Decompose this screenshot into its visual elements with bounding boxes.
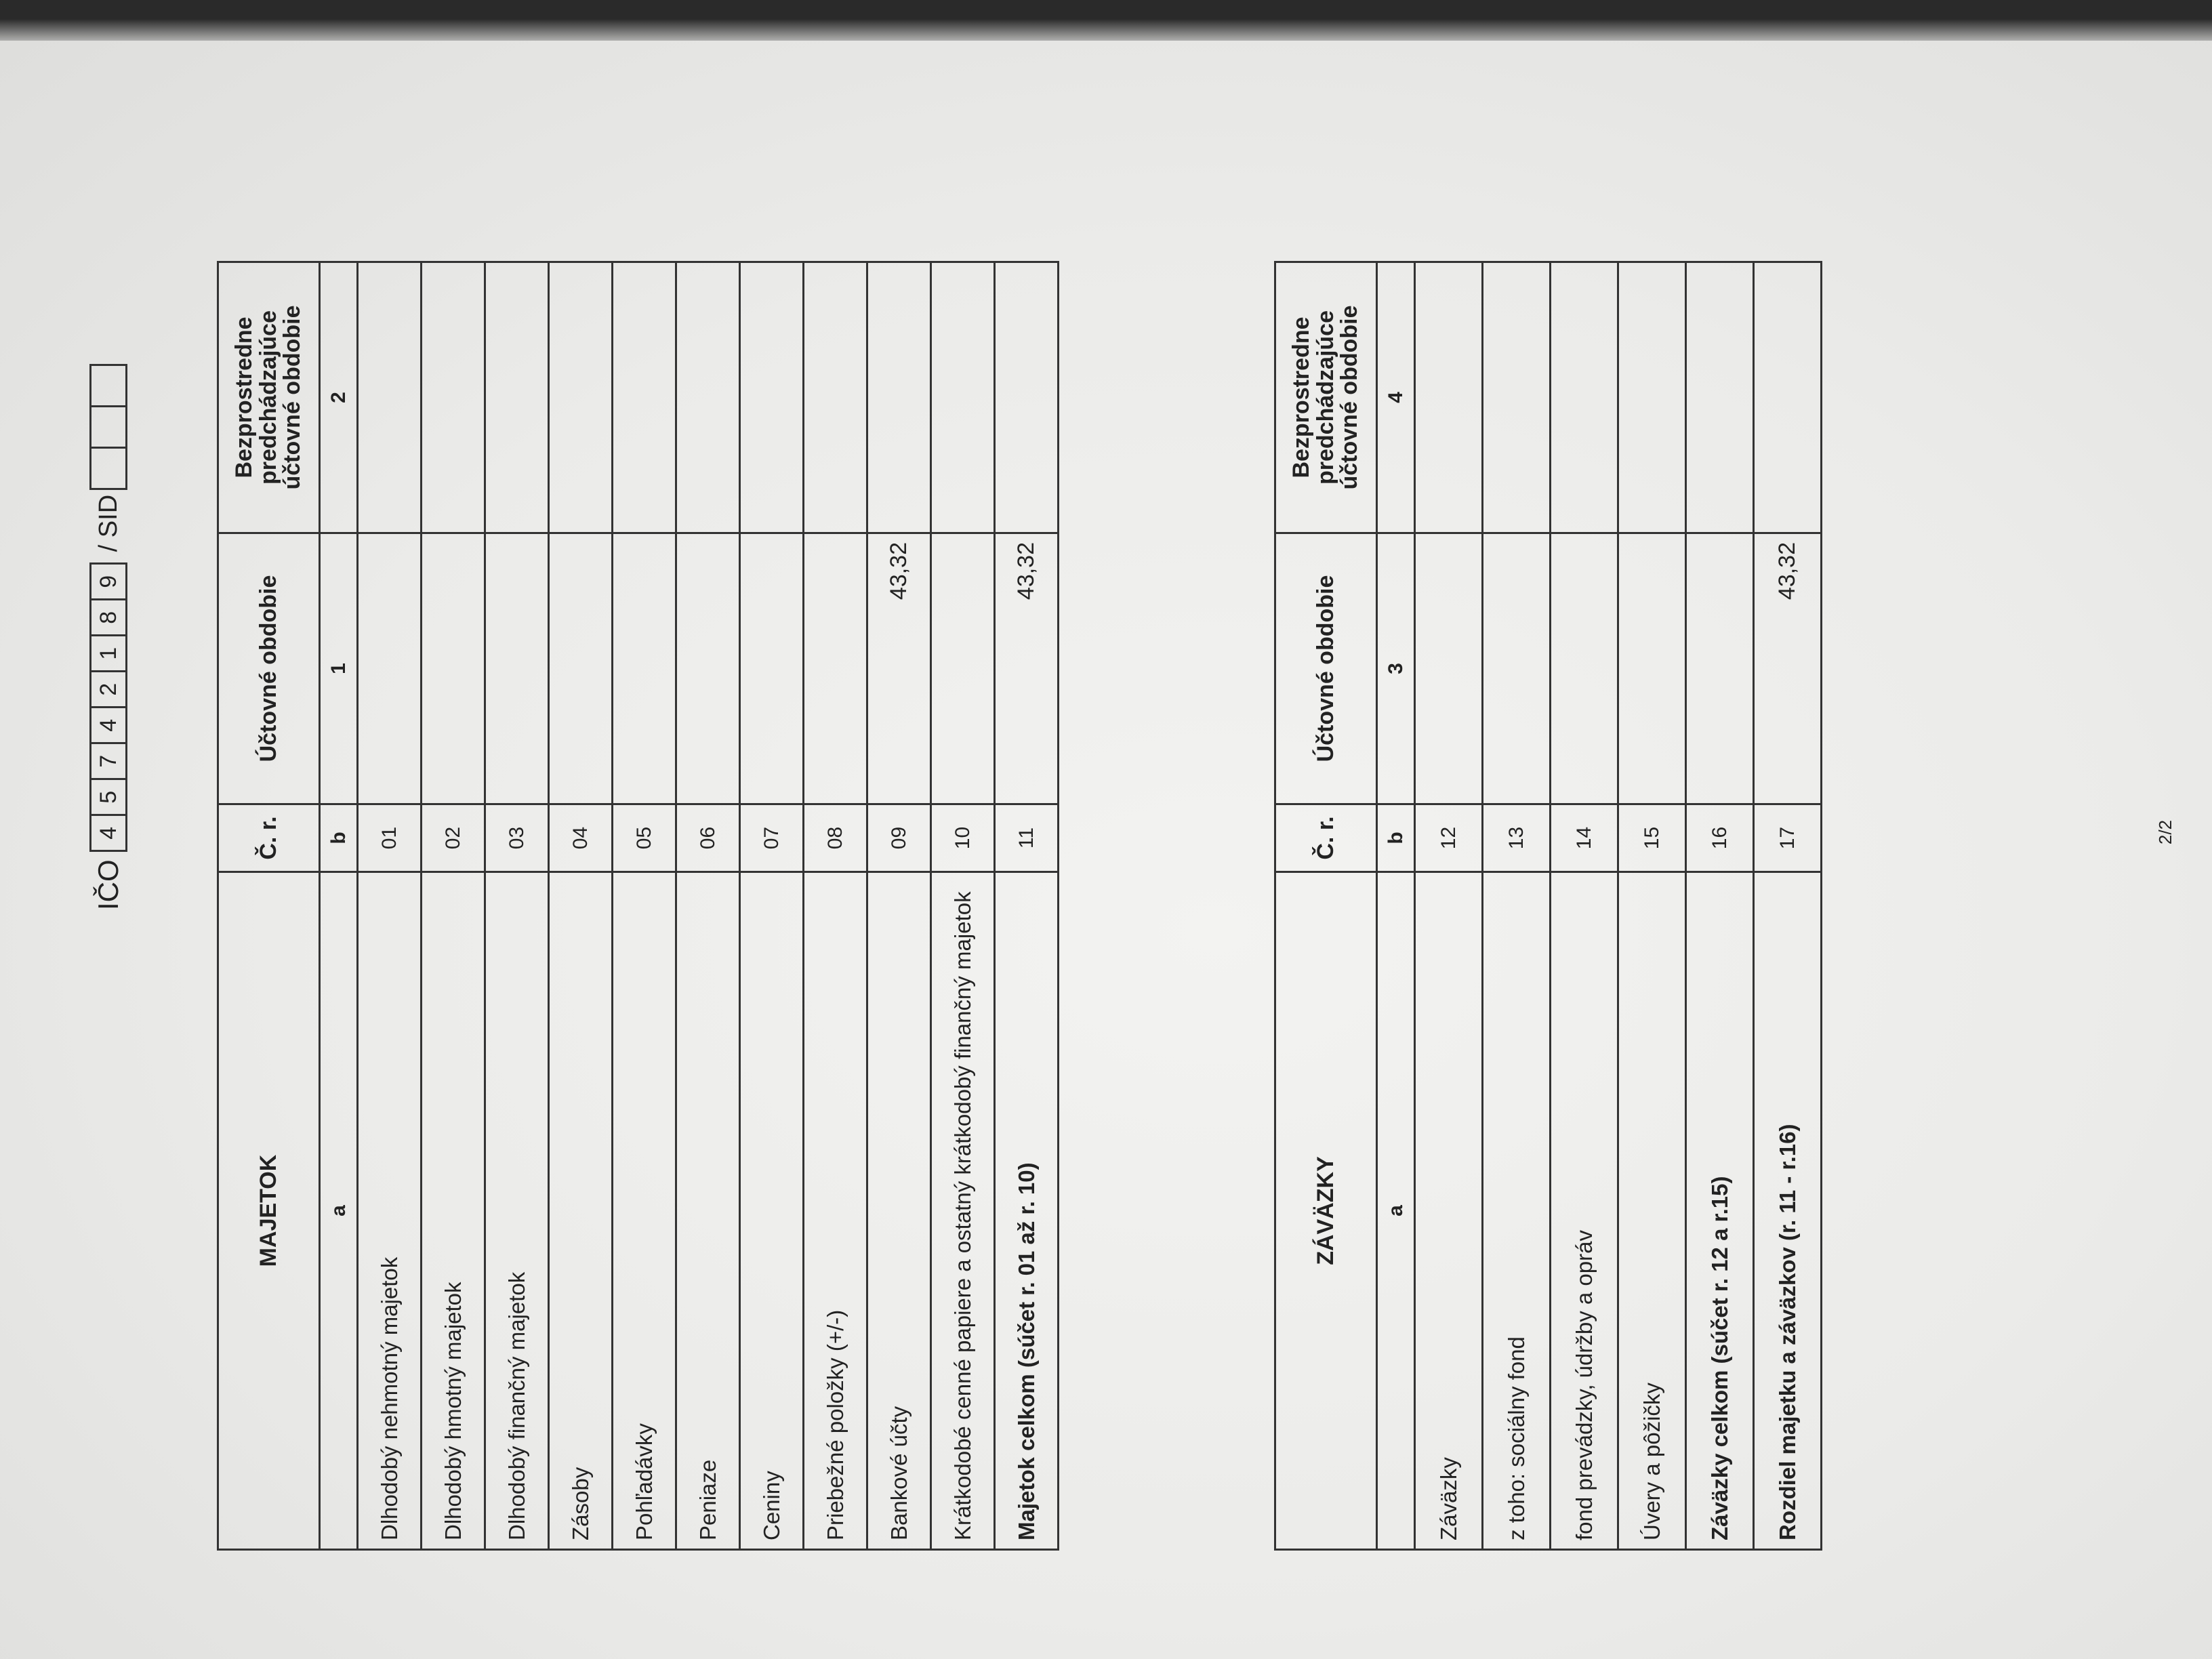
row-label: Dlhodobý finančný majetok [485,872,549,1550]
row-label: fond prevádzky, údržby a opráv [1551,872,1618,1550]
current-period-header: Účtovné obdobie [218,533,320,804]
subheader-4: 4 [1377,262,1415,533]
value-previous[interactable] [1551,262,1618,533]
difference-label: Rozdiel majetku a záväzkov (r. 11 - r.16) [1754,872,1822,1550]
row-label: Záväzky [1415,872,1483,1550]
row-number: 07 [740,804,804,872]
row-label: Dlhodobý nehmotný majetok [358,872,422,1550]
row-number: 15 [1618,804,1686,872]
value-current[interactable] [676,533,740,804]
value-current[interactable] [740,533,804,804]
subheader-3: 3 [1377,533,1415,804]
row-number: 14 [1551,804,1618,872]
ico-label: IČO [92,859,124,910]
value-previous[interactable] [358,262,422,533]
subheader-2: 2 [320,262,358,533]
sid-box[interactable] [89,405,127,449]
row-number-header: Č. r. [1275,804,1377,872]
value-previous[interactable] [613,262,676,533]
value-previous[interactable] [1483,262,1551,533]
row-label: Krátkodobé cenné papiere a ostatný krátkodobý finančný majetok [931,872,995,1550]
ico-digit[interactable]: 1 [89,634,127,672]
ico-digit[interactable]: 5 [89,778,127,816]
row-label: Ceniny [740,872,804,1550]
row-number: 02 [422,804,485,872]
row-number: 04 [549,804,613,872]
value-previous[interactable] [804,262,867,533]
row-label: Pohľadávky [613,872,676,1550]
ico-digit[interactable]: 8 [89,598,127,636]
sid-box[interactable] [89,364,127,407]
row-label: Priebežné položky (+/-) [804,872,867,1550]
total-previous[interactable] [1686,262,1754,533]
row-label: z toho: sociálny fond [1483,872,1551,1550]
row-number: 05 [613,804,676,872]
total-previous[interactable] [995,262,1059,533]
row-number: 12 [1415,804,1483,872]
value-current[interactable] [1483,533,1551,804]
value-current[interactable] [422,533,485,804]
value-previous[interactable] [740,262,804,533]
row-label: Bankové účty [867,872,931,1550]
row-number: 09 [867,804,931,872]
value-previous[interactable] [422,262,485,533]
row-number: 17 [1754,804,1822,872]
ico-sid-row [88,364,129,910]
value-current[interactable] [485,533,549,804]
previous-period-header: Bezprostredne predchádzajúce účtovné obdobie [1275,262,1377,533]
subheader-a: a [1377,872,1415,1550]
value-current[interactable] [931,533,995,804]
value-current[interactable] [1551,533,1618,804]
row-label: Zásoby [549,872,613,1550]
sid-label: / SID [94,494,123,552]
value-previous[interactable] [867,262,931,533]
ico-digit[interactable]: 2 [89,670,127,708]
majetok-header: MAJETOK [218,872,320,1550]
difference-previous[interactable] [1754,262,1822,533]
subheader-b: b [320,804,358,872]
row-number: 13 [1483,804,1551,872]
value-current[interactable] [549,533,613,804]
row-label: Úvery a pôžičky [1618,872,1686,1550]
value-current[interactable]: 43,32 [867,533,931,804]
row-label: Peniaze [676,872,740,1550]
zavazky-header: ZÁVÄZKY [1275,872,1377,1550]
value-current[interactable] [358,533,422,804]
subheader-1: 1 [320,533,358,804]
value-current[interactable] [1618,533,1686,804]
sid-box[interactable] [89,447,127,490]
total-current[interactable] [1686,533,1754,804]
row-number: 10 [931,804,995,872]
value-current[interactable] [804,533,867,804]
row-number-header: Č. r. [218,804,320,872]
subheader-a: a [320,872,358,1550]
row-number: 01 [358,804,422,872]
current-period-header: Účtovné obdobie [1275,533,1377,804]
ico-digit[interactable]: 7 [89,742,127,780]
ico-digit[interactable]: 9 [89,562,127,600]
value-previous[interactable] [931,262,995,533]
row-number: 16 [1686,804,1754,872]
row-number: 03 [485,804,549,872]
value-previous[interactable] [549,262,613,533]
value-previous[interactable] [1415,262,1483,533]
majetok-table [217,261,1059,1551]
subheader-b: b [1377,804,1415,872]
row-label: Dlhodobý hmotný majetok [422,872,485,1550]
value-previous[interactable] [676,262,740,533]
total-current[interactable]: 43,32 [995,533,1059,804]
page-number: 2/2 [2155,819,2175,845]
value-previous[interactable] [1618,262,1686,533]
zavazky-table [1274,261,1822,1551]
total-label: Záväzky celkom (súčet r. 12 a r.15) [1686,872,1754,1550]
row-number: 11 [995,804,1059,872]
ico-digit[interactable]: 4 [89,706,127,744]
previous-period-header: Bezprostredne predchádzajúce účtovné obdobie [218,262,320,533]
value-previous[interactable] [485,262,549,533]
ico-digit[interactable]: 4 [89,814,127,852]
value-current[interactable] [613,533,676,804]
difference-current[interactable]: 43,32 [1754,533,1822,804]
row-number: 06 [676,804,740,872]
total-label: Majetok celkom (súčet r. 01 až r. 10) [995,872,1059,1550]
row-number: 08 [804,804,867,872]
value-current[interactable] [1415,533,1483,804]
